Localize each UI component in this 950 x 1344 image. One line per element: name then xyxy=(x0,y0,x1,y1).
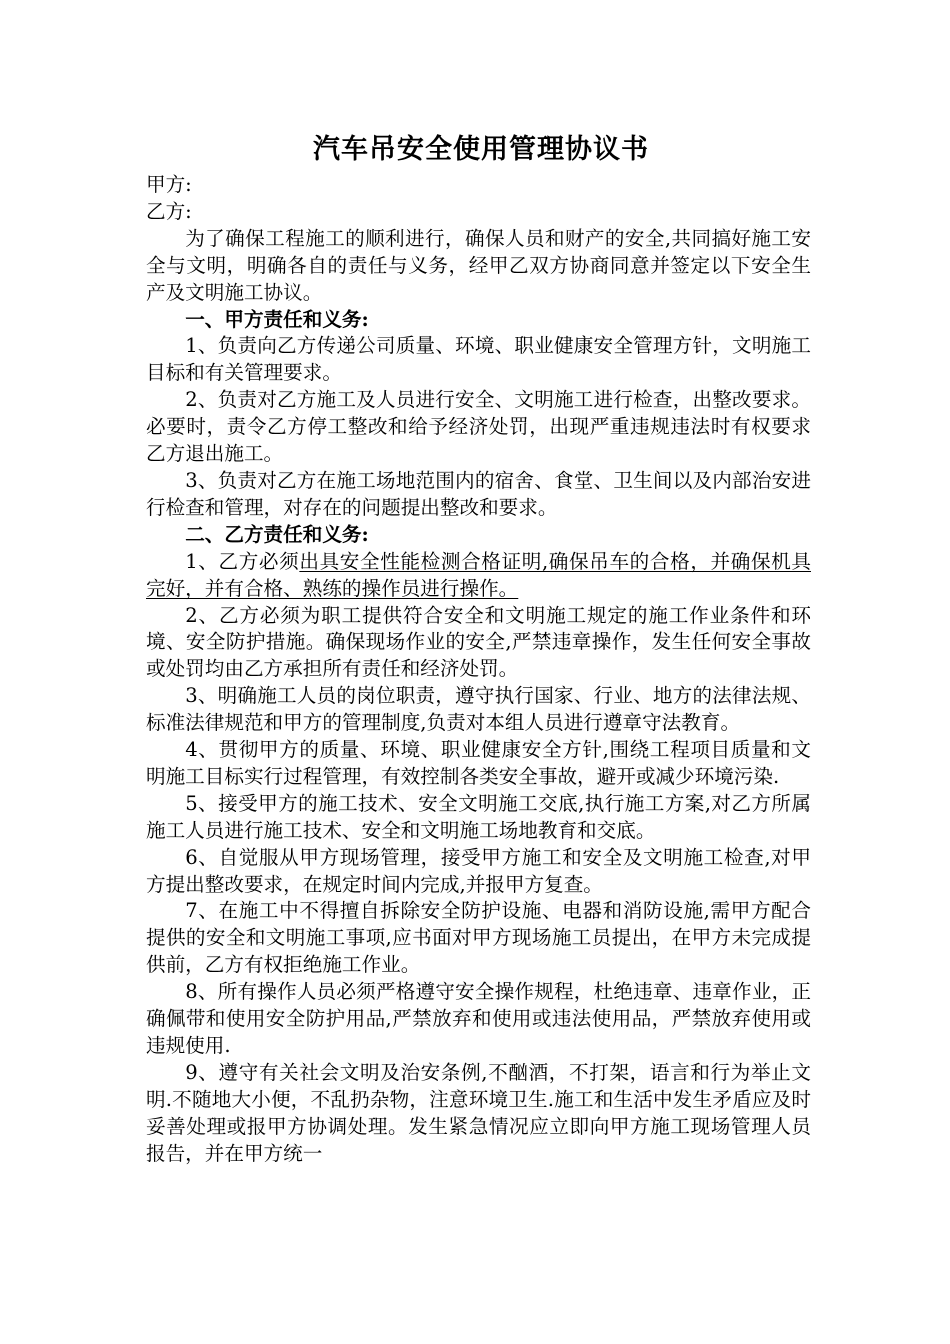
section-heading-party-a: 一、甲方责任和义务: xyxy=(185,307,369,331)
party-a-label: 甲方: xyxy=(146,173,192,196)
party-b-item-1-prefix: 1、乙方必须 xyxy=(185,549,300,573)
party-b-item-8: 8、所有操作人员必须严格遵守安全操作规程，杜绝违章、违章作业，正确佩带和使用安全防护用品,严禁放弃和使用或违法使用品，严禁放弃使用或违规使用. xyxy=(146,980,811,1057)
party-b-item-5: 5、接受甲方的施工技术、安全文明施工交底,执行施工方案,对乙方所属施工人员进行施工技术、安全和文明施工场地教育和交底。 xyxy=(146,791,811,842)
party-b-item-1-underlined: 出具安全性能检测合格证明,确保吊车的合格，并确保机具完好，并有合格、熟练的操作员进行操作。 xyxy=(146,549,811,600)
party-b-item-1 xyxy=(146,549,811,603)
document-body xyxy=(146,172,811,1168)
intro-paragraph: 为了确保工程施工的顺利进行，确保人员和财产的安全,共同搞好施工安全与文明，明确各自的责任与义务，经甲乙双方协商同意并签定以下安全生产及文明施工协议。 xyxy=(146,226,811,304)
party-b-item-3: 3、明确施工人员的岗位职责，遵守执行国家、行业、地方的法律法规、标准法律规范和甲方的管理制度,负责对本组人员进行遵章守法教育。 xyxy=(146,684,811,735)
party-a-item-1: 1、负责向乙方传递公司质量、环境、职业健康安全管理方针，文明施工目标和有关管理要求。 xyxy=(146,334,811,385)
party-b-item-6: 6、自觉服从甲方现场管理，接受甲方施工和安全及文明施工检查,对甲方提出整改要求，在规定时间内完成,并报甲方复查。 xyxy=(146,845,811,896)
section-heading-party-b: 二、乙方责任和义务: xyxy=(185,522,369,546)
party-b-item-2: 2、乙方必须为职工提供符合安全和文明施工规定的施工作业条件和环境、安全防护措施。确保现场作业的安全,严禁违章操作，发生任何安全事故或处罚均由乙方承担所有责任和经济处罚。 xyxy=(146,603,811,681)
party-b-item-9: 9、遵守有关社会文明及治安条例,不酗酒，不打架，语言和行为举止文明.不随地大小便，不乱扔杂物，注意环境卫生.施工和生活中发生矛盾应及时妥善处理或报甲方协调处理。发生紧急情况应立即向甲方施工现场管理人员报告，并在甲方统一 xyxy=(146,1060,811,1165)
party-b-item-7: 7、在施工中不得擅自拆除安全防护设施、电器和消防设施,需甲方配合提供的安全和文明施工事项,应书面对甲方现场施工员提出，在甲方未完成提供前，乙方有权拒绝施工作业。 xyxy=(146,899,811,977)
party-a-item-2: 2、负责对乙方施工及人员进行安全、文明施工进行检查，出整改要求。必要时，责令乙方停工整改和给予经济处罚，出现严重违规违法时有权要求乙方退出施工。 xyxy=(146,388,811,466)
party-b-item-4: 4、贯彻甲方的质量、环境、职业健康安全方针,围绕工程项目质量和文明施工目标实行过程管理，有效控制各类安全事故，避开或减少环境污染. xyxy=(146,738,811,788)
party-a-item-3: 3、负责对乙方在施工场地范围内的宿舍、食堂、卫生间以及内部治安进行检查和管理，对存在的问题提出整改和要求。 xyxy=(146,468,811,519)
party-b-label: 乙方: xyxy=(146,199,192,223)
document-title: 汽车吊安全使用管理协议书 xyxy=(313,134,649,165)
